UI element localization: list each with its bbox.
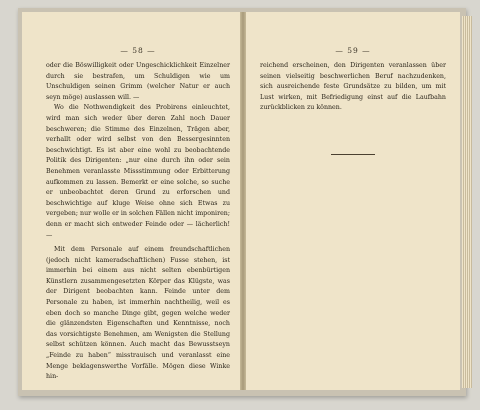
right-page — [246, 12, 460, 390]
paragraph: oder die Böswilligkeit oder Ungeschicklichkeit Einzelner durch sie bestrafen, um Schuldigen wie um Unschuldigen seinen Grimm (welcher Natur er auch seyn möge) auslassen will. — — [46, 62, 230, 101]
open-book — [18, 8, 466, 396]
page-number: — 59 — — [335, 46, 371, 55]
paragraph: Mit dem Personale auf einem freundschaftlichen (jedoch nicht kameradschaftlichen) Fusse stehen, ist immerhin bei einem aus nicht selten ebenbürtigen Künstlern zusammengesetzten Körper das Klügste, was der Dirigent beobachten kann. Feinde unter dem Personale zu haben, ist immerhin nachtheilig, weil es eben doch so manche Dinge gibt, gegen welche weder die glänzendsten Eigenschaften und Kenntnisse, noch das vorsichtigste Benehmen, am Wenigsten die Stellung selbst schützen können. Auch macht das Bewusstseyn „Feinde zu haben“ misstrauisch und veranlasst eine Menge beklagenswerthe Vorfälle. Mögen diese Winke hin- — [46, 246, 230, 381]
left-page — [22, 12, 240, 390]
section-divider — [331, 154, 375, 155]
paragraph: Wo die Nothwendigkeit des Probirens einleuchtet, wird man sich weder über deren Zahl noch Dauer beschweren; die Stimme des Einzelnen, Trägen aber, verhallt oder wird selbst von den Bessergesinnten beschwichtigt. Es ist aber eine wohl zu beobachtende Politik des Dirigenten: „nur eine durch ihn oder sein Benehmen veranlasste Missstimmung oder Erbitterung aufkommen zu lassen. Bemerkt er eine solche, so suche er unbeobachtet deren Grund zu erforschen und beschwichtige auf kluge Weise ohne sich Etwas zu vergeben; nur wolle er in solchen Fällen nicht imponiren; denn er macht sich entweder Feinde oder — lächerlich! — — [46, 104, 230, 239]
page-edges — [462, 16, 472, 388]
paragraph: reichend erscheinen, den Dirigenten veranlassen über seinen vielseitig beschwerlichen Beruf nachzudenken, sich ausreichende feste Grundsätze zu bilden, um mit Lust wirken, mit Befriedigung einst auf die Laufbahn zurückblicken zu können. — [260, 62, 446, 112]
page-text — [260, 61, 446, 114]
page-text — [46, 61, 230, 383]
page-number: — 58 — — [120, 46, 156, 55]
